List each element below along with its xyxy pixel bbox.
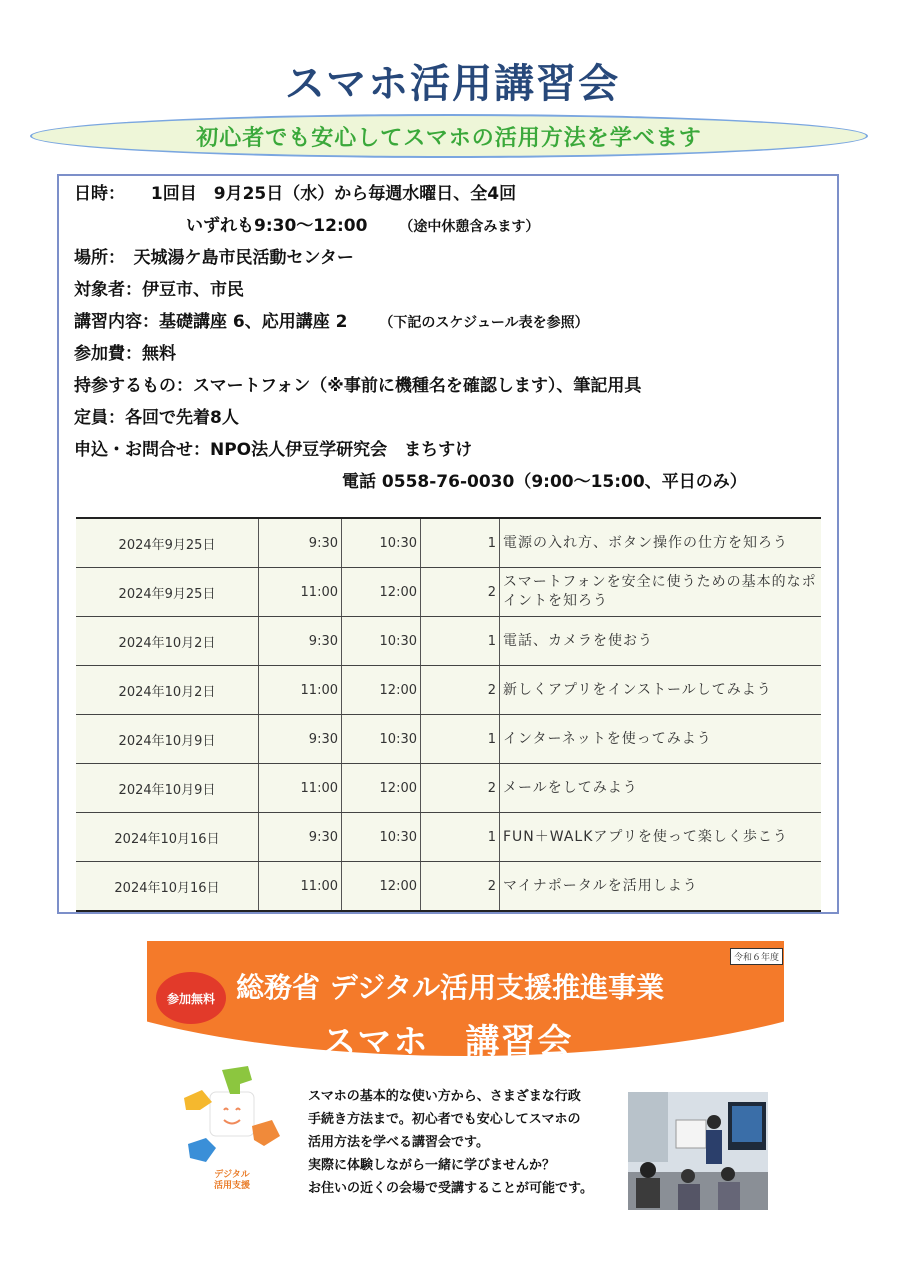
page-title: スマホ活用講習会 [284,61,621,107]
table-row [76,715,821,764]
subtitle-text: 初心者でも安心してスマホの活用方法を学べます [196,125,702,151]
schedule-content: 電話、カメラを使おう [500,617,822,666]
schedule-date: 2024年10月16日 [76,813,259,862]
contact-line: 申込・お問合せ：NPO法人伊豆学研究会 まちすけ [74,440,473,460]
schedule-course-number: 1 [421,715,500,764]
table-row [76,813,821,862]
datetime-label: 日時： [74,184,125,204]
capacity-line: 定員：各回で先着8人 [74,408,239,428]
table-row [76,666,821,715]
content-value: 講習内容：基礎講座 6、応用講座 2 [74,312,348,332]
fee-line: 参加費：無料 [74,344,176,364]
logo-caption-line-1: デジタル [214,1170,250,1180]
schedule-date: 2024年10月2日 [76,617,259,666]
schedule-end-time: 10:30 [342,813,421,862]
schedule-start-time: 11:00 [259,764,342,813]
schedule-end-time: 12:00 [342,568,421,617]
time-note: （途中休憩含みます） [399,219,540,235]
schedule-date: 2024年10月2日 [76,666,259,715]
bring-line: 持参するもの：スマートフォン（※事前に機種名を確認します）、筆記用具 [74,376,642,396]
desc-line: スマホの基本的な使い方から、さまざまな行政 [308,1089,581,1104]
schedule-content: インターネットを使ってみよう [500,715,822,764]
target-line: 対象者：伊豆市、市民 [74,280,244,300]
schedule-course-number: 1 [421,617,500,666]
table-row [76,862,821,912]
desc-line: 実際に体験しながら一緒に学びませんか？ [308,1158,556,1173]
content-line [74,306,834,338]
schedule-start-time: 11:00 [259,568,342,617]
subtitle-oval [30,114,868,158]
logo-caption [192,1170,272,1192]
desc-line: 手続き方法まで。初心者でも安心してスマホの [308,1112,581,1127]
schedule-content: FUN＋WALKアプリを使って楽しく歩こう [500,813,822,862]
schedule-course-number: 1 [421,813,500,862]
banner-title-2: スマホ 講習会 [322,1022,574,1062]
schedule-course-number: 2 [421,764,500,813]
schedule-start-time: 9:30 [259,617,342,666]
schedule-date: 2024年10月9日 [76,764,259,813]
schedule-date: 2024年9月25日 [76,518,259,568]
desc-line: 活用方法を学べる講習会です。 [308,1135,489,1150]
schedule-end-time: 10:30 [342,715,421,764]
schedule-table [76,517,821,912]
schedule-end-time: 12:00 [342,862,421,912]
schedule-course-number: 1 [421,518,500,568]
schedule-end-time: 10:30 [342,617,421,666]
schedule-start-time: 11:00 [259,666,342,715]
schedule-start-time: 9:30 [259,715,342,764]
schedule-date: 2024年10月16日 [76,862,259,912]
free-badge: 参加無料 [156,972,226,1024]
place-line: 場所： 天城湯ケ島市民活動センター [74,248,354,268]
datetime-line [74,178,834,210]
schedule-content: マイナポータルを活用しよう [500,862,822,912]
schedule-content: 新しくアプリをインストールしてみよう [500,666,822,715]
schedule-end-time: 10:30 [342,518,421,568]
table-row [76,617,821,666]
schedule-content: スマートフォンを安全に使うための基本的なポイントを知ろう [500,568,822,617]
schedule-date: 2024年10月9日 [76,715,259,764]
schedule-start-time: 9:30 [259,813,342,862]
table-row [76,518,821,568]
schedule-date: 2024年9月25日 [76,568,259,617]
info-section [74,178,834,498]
time-line [74,210,834,242]
logo-caption-line-2: 活用支援 [213,1181,250,1191]
desc-line: お住いの近くの会場で受講することが可能です。 [308,1181,593,1196]
classroom-photo [628,1092,768,1210]
content-note: （下記のスケジュール表を参照） [379,315,589,331]
table-row [76,764,821,813]
schedule-content: 電源の入れ方、ボタン操作の仕方を知ろう [500,518,822,568]
table-row [76,568,821,617]
era-label: 令和６年度 [730,948,783,965]
schedule-course-number: 2 [421,666,500,715]
banner-description [308,1085,628,1200]
banner-title-1: 総務省 デジタル活用支援推進事業 [236,971,665,1004]
datetime-value: 1回目 9月25日（水）から毎週水曜日、全4回 [150,184,517,204]
schedule-start-time: 11:00 [259,862,342,912]
schedule-course-number: 2 [421,568,500,617]
schedule-course-number: 2 [421,862,500,912]
schedule-start-time: 9:30 [259,518,342,568]
phone-line: 電話 0558-76-0030（9:00～15:00、平日のみ） [342,472,747,492]
digital-support-logo-icon [182,1062,282,1182]
time-value: いずれも9:30～12:00 [186,216,368,236]
schedule-content: メールをしてみよう [500,764,822,813]
schedule-end-time: 12:00 [342,666,421,715]
schedule-end-time: 12:00 [342,764,421,813]
